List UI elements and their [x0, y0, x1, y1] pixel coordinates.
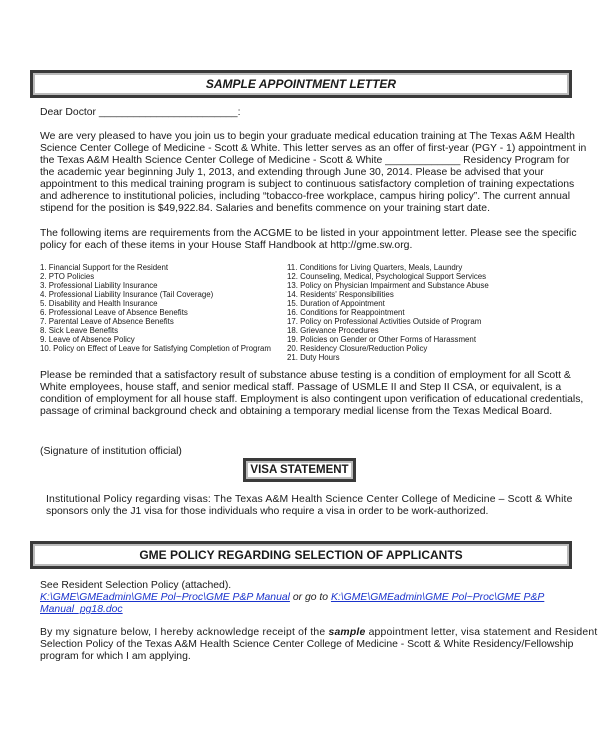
gme-banner — [30, 541, 572, 569]
requirements-line: policy for each of these items in your House Staff Handbook at http://gme.sw.org. — [40, 240, 413, 251]
visa-banner — [243, 458, 356, 482]
ack-line: Selection Policy of the Texas A&M Health Science Center College of Medicine - Scott & White Residency/Fellowship — [40, 639, 574, 650]
intro-line: stipend for the position is $49,922.84. Salaries and benefits commence on your training start date. — [40, 203, 490, 214]
list-item: 21. Duty Hours — [287, 353, 340, 362]
see-policy-text: See Resident Selection Policy (attached). — [40, 580, 232, 591]
reminder-line: passage of criminal background check and obtaining a temporary medial license from the Texas Medical Board. — [40, 406, 553, 417]
ack-line: program for which I am applying. — [40, 651, 191, 662]
ack-line — [40, 627, 597, 639]
list-item: 9. Leave of Absence Policy — [40, 335, 135, 344]
list-item: 10. Policy on Effect of Leave for Satisfying Completion of Program — [40, 344, 271, 353]
policy-doc-link[interactable]: K:\GME\GMEadmin\GME Pol~Proc\GME P&P — [330, 592, 545, 603]
visa-line: Institutional Policy regarding visas: The Texas A&M Health Science Center College of Medicine – Scott & White — [46, 494, 573, 505]
list-item: 8. Sick Leave Benefits — [40, 326, 119, 335]
list-item: 19. Policies on Gender or Other Forms of Harassment — [287, 335, 477, 344]
list-item: 6. Professional Leave of Absence Benefits — [40, 308, 188, 317]
list-item: 13. Policy on Physician Impairment and Substance Abuse — [287, 281, 489, 290]
list-item: 7. Parental Leave of Absence Benefits — [40, 317, 174, 326]
ack-sample-emphasis: sample — [328, 627, 366, 638]
list-item: 4. Professional Liability Insurance (Tail Coverage) — [40, 290, 214, 299]
intro-line: We are very pleased to have you join us to begin your graduate medical education training at The Texas A&M Health — [40, 131, 575, 142]
intro-line: appointment to this medical training program is subject to continuous satisfactory completion of training expectations — [40, 179, 575, 190]
policy-manual-link[interactable]: K:\GME\GMEadmin\GME Pol~Proc\GME P&P Manual — [40, 592, 290, 603]
ack-text: By my signature below, I hereby acknowledge receipt of the — [40, 627, 329, 638]
list-item: 2. PTO Policies — [40, 272, 95, 281]
page-title: SAMPLE APPOINTMENT LETTER — [205, 77, 397, 91]
or-go-to-text: or go to — [289, 592, 331, 603]
list-item: 16. Conditions for Reappointment — [287, 308, 405, 317]
signature-label: (Signature of institution official) — [40, 446, 182, 457]
intro-line: and adherence to institutional policies, including “tobacco-free workplace, campus hiring policy”. The current annual — [40, 191, 571, 202]
intro-line: Science Center College of Medicine - Scott & White. This letter serves as an offer of first-year (PGY - 1) appointment in — [40, 143, 587, 154]
title-banner — [30, 70, 572, 98]
gme-heading: GME POLICY REGARDING SELECTION OF APPLICANTS — [139, 548, 463, 562]
list-item: 18. Grievance Procedures — [287, 326, 379, 335]
list-item: 17. Policy on Professional Activities Outside of Program — [287, 317, 482, 326]
list-item: 14. Residents' Responsibilities — [287, 290, 394, 299]
list-item: 5. Disability and Health Insurance — [40, 299, 158, 308]
requirements-line: The following items are requirements from the ACGME to be listed in your appointment letter. Please see the specific — [40, 228, 577, 239]
ack-text: appointment letter, visa statement and Resident — [365, 627, 598, 638]
list-item: 1. Financial Support for the Resident — [40, 263, 169, 272]
policy-links-line — [40, 592, 544, 604]
salutation: Dear Doctor ________________________: — [40, 107, 241, 118]
intro-line: the academic year beginning July 1, 2013, and extending through June 30, 2014. Please be advised that your — [40, 167, 544, 178]
list-item: 12. Counseling, Medical, Psychological Support Services — [287, 272, 487, 281]
list-item: 15. Duration of Appointment — [287, 299, 385, 308]
list-item: 3. Professional Liability Insurance — [40, 281, 158, 290]
list-item: 20. Residency Closure/Reduction Policy — [287, 344, 428, 353]
policy-doc-link-continued[interactable]: Manual_pg18.doc — [40, 604, 123, 615]
list-item: 11. Conditions for Living Quarters, Meals, Laundry — [287, 263, 463, 272]
reminder-line: White employees, house staff, and senior medical staff. Passage of USMLE II and Step II CSA, or equivalent, is a — [40, 382, 562, 393]
intro-line: the Texas A&M Health Science Center College of Medicine - Scott & White _____________ Residency Program for — [40, 155, 570, 166]
visa-heading: VISA STATEMENT — [250, 464, 349, 476]
reminder-line: condition of employment for all house staff. Employment is also contingent upon verification of educational credentials, — [40, 394, 584, 405]
reminder-line: Please be reminded that a satisfactory result of substance abuse testing is a condition of employment for all Scott & — [40, 370, 571, 381]
visa-line: sponsors only the J1 visa for those individuals who require a visa in order to be work-authorized. — [46, 506, 489, 517]
